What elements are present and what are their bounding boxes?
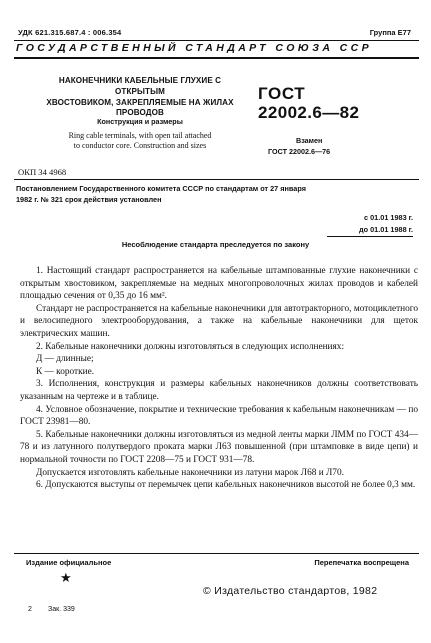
official-edition-label: Издание официальное <box>26 558 112 567</box>
clause-1: 1. Настоящий стандарт распространяется на кабельные штампованные глухие наконечники с открытым хвостовиком, закрепляемые на медных многопроволочных жилах проводов и кабелей площадью сечения от 0,35 до 16 мм². <box>20 266 418 302</box>
decree-line-1: Постановлением Государственного комитета СССР по стандартам от 27 января <box>16 184 306 193</box>
okp-code: ОКП 34 4968 <box>18 167 67 177</box>
state-standard-banner: ГОСУДАРСТВЕННЫЙ СТАНДАРТ СОЮЗА ССР <box>16 42 373 54</box>
order-number: Зак. 339 <box>48 606 75 613</box>
title-ru-line-2: ХВОСТОВИКОМ, ЗАКРЕПЛЯЕМЫЕ НА ЖИЛАХ <box>46 97 234 107</box>
title-ru-line-3: ПРОВОДОВ <box>116 108 164 118</box>
clause-1-exclusion: Стандарт не распространяется на кабельные наконечники для автотракторного, мотоциклетного и велосипедного электрооборудования, а также на кабельные наконечники для щеток электрических машин. <box>20 303 418 339</box>
replaces-label: Взамен <box>296 136 323 145</box>
violation-notice: Несоблюдение стандарта преследуется по закону <box>121 240 310 249</box>
effective-date-to: до 01.01 1988 г. <box>359 225 413 234</box>
replaces-value: ГОСТ 22002.6—76 <box>268 147 331 156</box>
variant-short: К — короткие. <box>36 366 95 377</box>
clause-2: 2. Кабельные наконечники должны изготовляться в следующих исполнениях: <box>36 341 345 352</box>
header-rule-top <box>14 40 419 41</box>
page-number: 2 <box>28 606 32 613</box>
footer-rule <box>14 553 419 554</box>
clause-6: 6. Допускаются выступы от перемычек цепи кабельных наконечников высотой не более 0,3 мм. <box>36 480 416 491</box>
clause-4: 4. Условное обозначение, покрытие и технические требования к кабельным наконечникам — по ГОСТ 23981—80. <box>20 404 418 428</box>
document-title-ru <box>40 76 240 119</box>
udk-code: УДК 621.315.687.4 : 006.354 <box>18 28 122 37</box>
group-code: Группа Е77 <box>369 28 411 37</box>
decree-line-2: 1982 г. № 321 срок действия установлен <box>16 194 162 204</box>
decree-text <box>16 184 416 205</box>
gost-number: 22002.6—82 <box>258 103 360 122</box>
document-title-en <box>40 131 240 152</box>
title-ru-line-1: НАКОНЕЧНИКИ КАБЕЛЬНЫЕ ГЛУХИЕ С ОТКРЫТЫМ <box>58 76 222 96</box>
copyright-notice: © Издательство стандартов, 1982 <box>203 585 378 597</box>
effective-date-from: с 01.01 1983 г. <box>364 213 413 222</box>
header-rule-bottom <box>14 57 419 59</box>
clause-5-allowance: Допускается изготовлять кабельные наконечники из латуни марок Л68 и Л70. <box>36 467 344 478</box>
clause-5: 5. Кабельные наконечники должны изготовляться из медной ленты марки ЛММ по ГОСТ 434—78 и из латунного полутвердого проката марки Л63 повышенной (при штамповке в виде цепи) и нормальной точности по ГОСТ 2208—75 и ГОСТ 931—78. <box>20 429 418 465</box>
variant-long: Д — длинные; <box>36 354 94 365</box>
gost-label: ГОСТ <box>258 84 306 103</box>
clause-3: 3. Исполнения, конструкция и размеры кабельных наконечников должны соответствовать указанным на чертеже и в таблице. <box>20 379 418 402</box>
title-en-line-1: Ring cable terminals, with open tail attached <box>68 131 212 140</box>
star-icon: ★ <box>60 570 72 585</box>
date-underline <box>327 236 413 237</box>
reprint-prohibited-label: Перепечатка воспрещена <box>314 558 409 567</box>
document-subtitle: Конструкция и размеры <box>97 117 183 126</box>
standard-body-text <box>20 265 418 492</box>
decree-rule <box>14 179 419 180</box>
title-en-line-2: to conductor core. Construction and sizes <box>73 141 207 151</box>
